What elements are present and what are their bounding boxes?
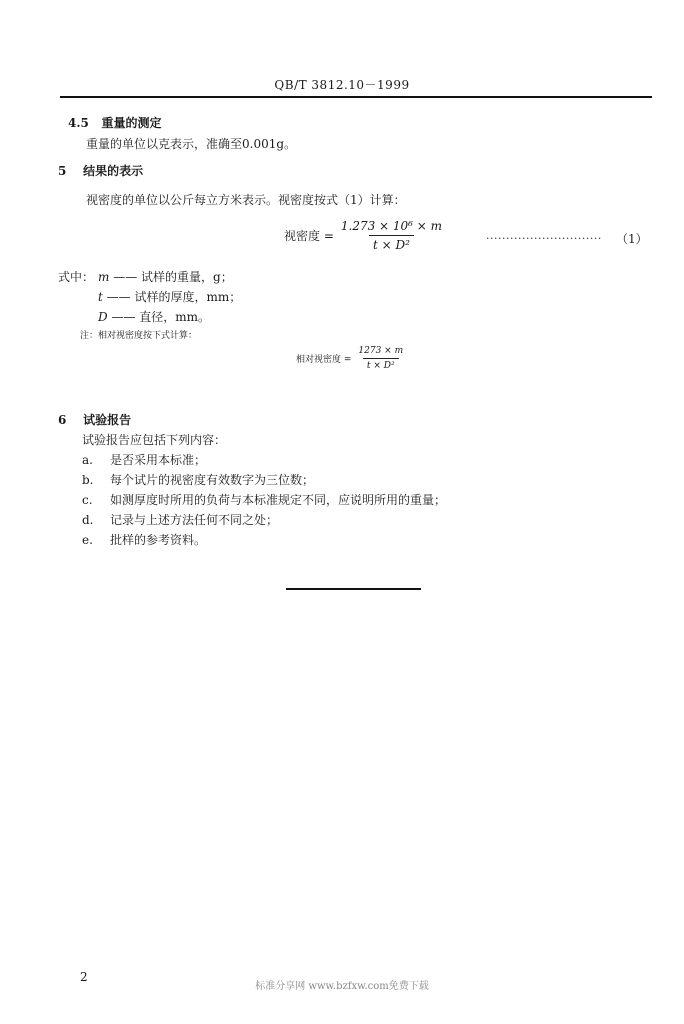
header-rule: [60, 96, 652, 98]
note-formula: [296, 346, 407, 371]
variable-row: [98, 288, 241, 305]
list-item: [82, 491, 446, 508]
list-item-text: 是否采用本标准；: [110, 453, 207, 467]
list-item-text: 如测厚度时所用的负荷与本标准规定不同，应说明所用的重量；: [110, 493, 447, 507]
section-5-text: 视密度的单位以公斤每立方米表示。视密度按式（1）计算：: [86, 193, 406, 207]
section-6-heading: [58, 411, 131, 428]
section-4-5-heading: [68, 114, 161, 131]
formula-fraction: [337, 219, 446, 252]
variable-dash: ——: [111, 310, 136, 324]
section-4-5-text: 重量的单位以克表示，准确至0.001g。: [86, 137, 297, 151]
list-item-label: e.: [82, 533, 93, 547]
list-item-text: 记录与上述方法任何不同之处；: [110, 513, 279, 527]
formula-lhs: 相对视密度 =: [296, 355, 352, 365]
variable-dash: ——: [113, 270, 138, 284]
note-text: 注：相对视密度按下式计算：: [80, 331, 198, 341]
where-label: 式中：: [58, 270, 95, 284]
list-item-text: 每个试片的视密度有效数字为三位数；: [110, 473, 315, 487]
list-item-text: 批样的参考资料。: [110, 533, 207, 547]
page-number: 2: [80, 970, 88, 984]
variable-desc: 试样的厚度，mm；: [134, 290, 242, 304]
variable-symbol: m: [98, 270, 110, 284]
list-item: [82, 511, 278, 528]
section-number: 6: [58, 413, 67, 427]
standard-code: QB/T 3812.10－1999: [274, 78, 410, 92]
list-item: [82, 471, 314, 488]
variable-desc: 直径，mm。: [139, 310, 211, 324]
formula-number: （1）: [616, 232, 648, 246]
section-title: 重量的测定: [101, 116, 162, 130]
formula-1: [284, 219, 446, 252]
section-number: 5: [58, 164, 67, 178]
section-6-intro: 试验报告应包括下列内容：: [82, 433, 227, 447]
variable-row: [98, 308, 210, 325]
formula-lhs: 视密度 =: [284, 229, 334, 243]
list-item-label: b.: [82, 473, 94, 487]
section-title: 结果的表示: [83, 164, 144, 178]
footer-watermark: 标准分享网 www.bzfxw.com免费下载: [255, 981, 429, 992]
variable-dash: ——: [106, 290, 131, 304]
section-5-heading: [58, 162, 143, 179]
formula-leader-dots: ·····························: [486, 232, 602, 245]
list-item: [82, 451, 206, 468]
variable-symbol: D: [98, 310, 108, 324]
list-item: [82, 531, 206, 548]
variable-symbol: t: [98, 290, 103, 304]
list-item-label: c.: [82, 493, 93, 507]
formula-fraction: [354, 346, 407, 371]
list-item-label: d.: [82, 513, 94, 527]
formula-numerator: 1273 × m: [358, 346, 404, 356]
section-number: 4.5: [68, 116, 89, 130]
formula-denominator: t × D²: [363, 358, 399, 371]
list-item-label: a.: [82, 453, 93, 467]
variable-row: [98, 268, 233, 285]
section-title: 试验报告: [83, 413, 132, 427]
end-rule: [286, 588, 421, 590]
formula-numerator: 1.273 × 10⁶ × m: [340, 219, 443, 233]
variable-desc: 试样的重量，g；: [141, 270, 233, 284]
formula-denominator: t × D²: [369, 235, 414, 252]
